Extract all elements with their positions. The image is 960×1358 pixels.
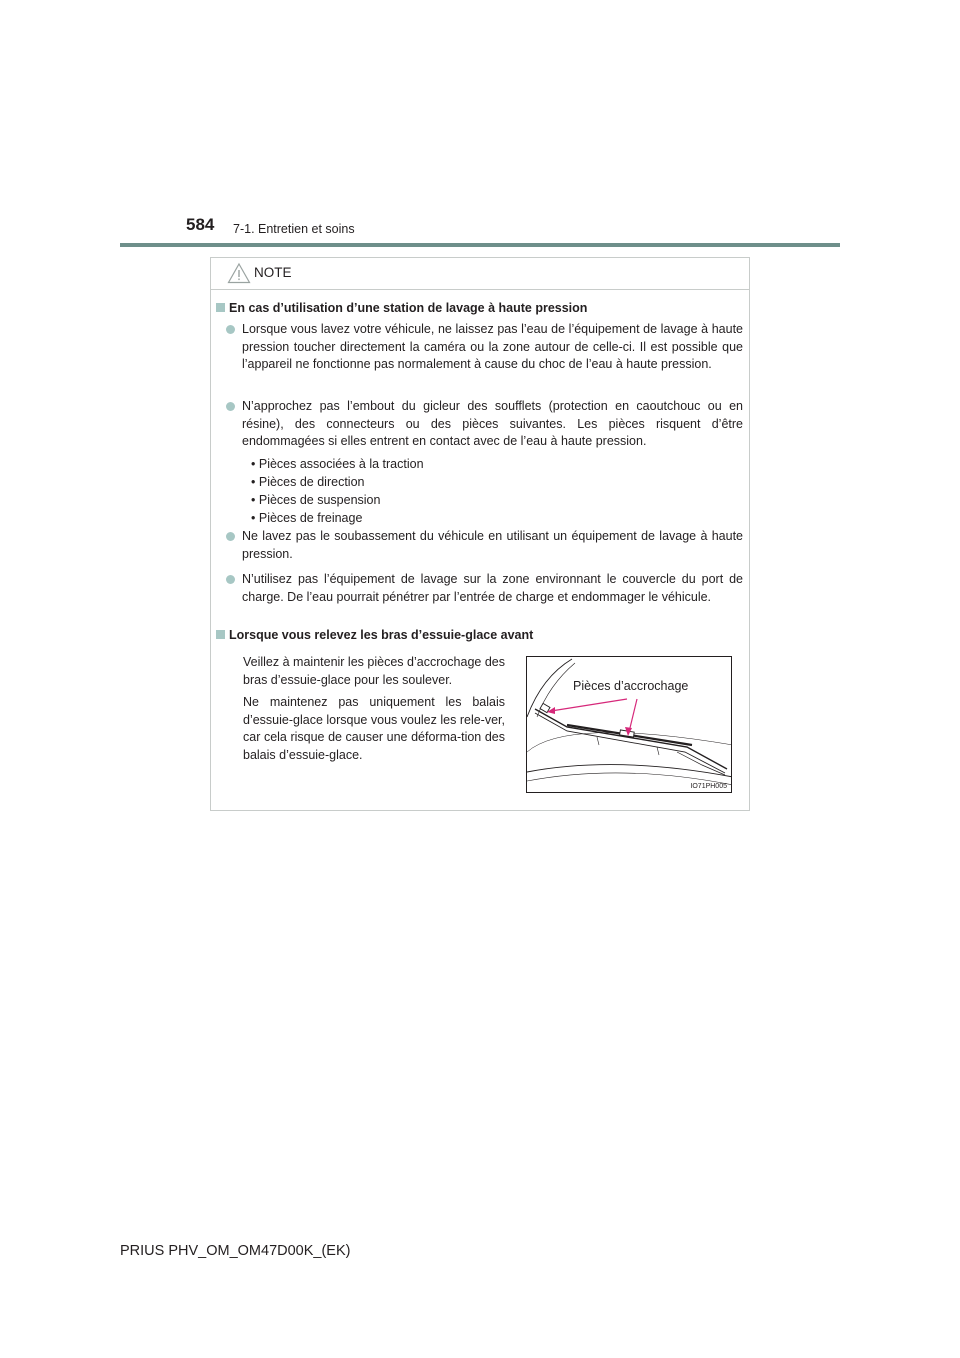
square-bullet-icon (216, 303, 225, 312)
wiper-arm-illustration (527, 657, 732, 793)
figure-label: Pièces d’accrochage (573, 679, 689, 693)
bullet-text: N’approchez pas l’embout du gicleur des soufflets (protection en caoutchouc ou en résine), des connecteurs ou des pièces suivantes. Les pièces risquent d’être endommagées si elles entrent en contact avec de l’eau à haute pression. (242, 399, 743, 448)
section-title: 7-1. Entretien et soins (233, 222, 355, 236)
list-item: • Pièces associées à la traction (251, 455, 424, 473)
heading-text: Lorsque vous relevez les bras d’essuie-glace avant (229, 628, 534, 642)
round-bullet-icon (226, 575, 235, 584)
wiper-figure (526, 656, 732, 793)
list-item: • Pièces de freinage (251, 509, 424, 527)
figure-code: IO71PH005 (690, 783, 727, 790)
section-heading-wipers (216, 628, 533, 642)
bullet-charge-port (226, 571, 743, 606)
note-box (210, 257, 750, 811)
bullet-text: Lorsque vous lavez votre véhicule, ne laissez pas l’eau de l’équipement de lavage à haute pression toucher directement la caméra ou la zone autour de celle-ci. Il est possible que l’appareil ne fonctionne pas normalement à cause du choc de l’eau à haute pression. (242, 322, 743, 371)
note-title: NOTE (254, 265, 292, 280)
header-rule (120, 243, 840, 247)
round-bullet-icon (226, 402, 235, 411)
round-bullet-icon (226, 532, 235, 541)
footer-doc-id: PRIUS PHV_OM_OM47D00K_(EK) (120, 1243, 351, 1259)
note-header (211, 258, 749, 290)
list-item: • Pièces de direction (251, 473, 424, 491)
wiper-paragraph-1: Veillez à maintenir les pièces d’accrochage des bras d’essuie-glace pour les soulever. (243, 655, 505, 687)
heading-text: En cas d’utilisation d’une station de lavage à haute pression (229, 301, 588, 315)
section-heading-high-pressure (216, 301, 587, 315)
bullet-underbody (226, 528, 743, 563)
round-bullet-icon (226, 325, 235, 334)
parts-list (251, 455, 424, 527)
bullet-text: N’utilisez pas l’équipement de lavage sur la zone environnant le couvercle du port de charge. De l’eau pourrait pénétrer par l’entrée de charge et endommager le véhicule. (242, 572, 743, 604)
wiper-paragraph-2: Ne maintenez pas uniquement les balais d’essuie-glace lorsque vous voulez les rele-ver, car cela risque de causer une déforma-tion des balais d’essuie-glace. (243, 695, 505, 762)
bullet-camera (226, 321, 743, 374)
warning-triangle-icon (227, 262, 251, 284)
list-item: • Pièces de suspension (251, 491, 424, 509)
bullet-text: Ne lavez pas le soubassement du véhicule en utilisant un équipement de lavage à haute pression. (242, 529, 743, 561)
page-number: 584 (186, 215, 215, 234)
bullet-nozzle (226, 398, 743, 451)
square-bullet-icon (216, 630, 225, 639)
